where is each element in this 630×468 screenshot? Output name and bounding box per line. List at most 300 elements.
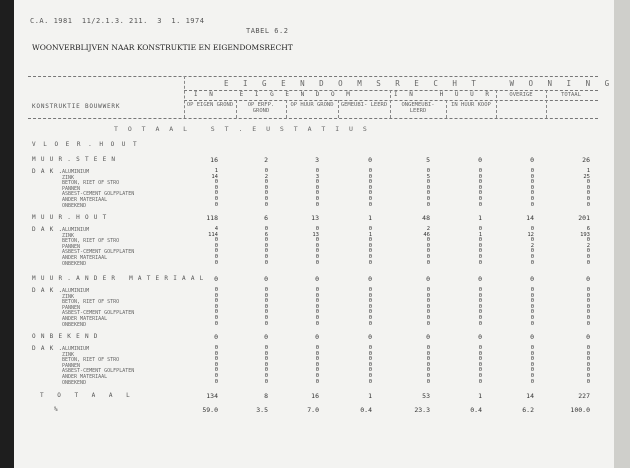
material-label: ONBEKEND [62, 260, 87, 267]
column-group-label: E I G E N D O M S R E C H T W O N I N G [224, 79, 615, 88]
group-total-cell: 0 [264, 275, 268, 283]
percent-cell: 6.2 [522, 406, 534, 414]
page-binding-shadow [0, 0, 14, 468]
detail-cell: 0 [426, 367, 430, 374]
total-cell: 8 [264, 392, 268, 400]
col-header-7: OVERIGE [509, 92, 533, 98]
detail-cell: 0 [478, 226, 482, 232]
detail-cell: 0 [426, 184, 430, 191]
detail-cell: 0 [368, 367, 372, 374]
detail-cell: 0 [264, 237, 268, 244]
material-label: ONBEKEND [62, 321, 87, 328]
detail-cell: 0 [264, 248, 268, 255]
detail-cell: 0 [586, 345, 590, 351]
percent-cell: 100.0 [570, 406, 590, 414]
detail-cell: 0 [214, 309, 218, 316]
header-vline [546, 90, 547, 118]
detail-cell: 0 [478, 345, 482, 351]
detail-cell: 0 [478, 292, 482, 299]
group-total-cell: 0 [368, 156, 372, 164]
detail-cell: 0 [426, 237, 430, 244]
detail-cell: 0 [315, 248, 319, 255]
detail-cell: 0 [264, 179, 268, 186]
scan-code: C.A. 1981 11/2.1.3. 211. 3 1. 1974 [30, 17, 205, 25]
detail-cell: 0 [264, 287, 268, 293]
detail-cell: 0 [426, 201, 430, 208]
material-label: ANDER MATERIAAL [62, 255, 108, 261]
detail-cell: 0 [368, 242, 372, 249]
detail-cell: 0 [315, 378, 319, 385]
table-id: TABEL 6.2 [246, 27, 289, 35]
detail-cell: 0 [478, 350, 482, 357]
header-rule-top [28, 76, 598, 77]
detail-cell: 0 [478, 173, 482, 180]
group-total-cell: 13 [311, 214, 319, 222]
detail-cell: 0 [368, 298, 372, 305]
subgroup-huur: I N H U U R [394, 91, 493, 98]
detail-cell: 0 [214, 259, 218, 266]
detail-cell: 3 [315, 173, 319, 180]
detail-cell: 0 [426, 356, 430, 363]
detail-cell: 0 [426, 287, 430, 293]
detail-cell: 0 [264, 303, 268, 310]
detail-cell: 0 [214, 287, 218, 293]
detail-cell: 1 [478, 231, 482, 238]
detail-cell: 0 [478, 184, 482, 191]
detail-cell: 0 [315, 254, 319, 260]
detail-cell: 0 [426, 196, 430, 202]
detail-cell: 0 [478, 254, 482, 260]
detail-cell: 0 [586, 292, 590, 299]
detail-cell: 0 [264, 320, 268, 327]
group-total-cell: 0 [368, 333, 372, 341]
detail-cell: 0 [478, 179, 482, 186]
detail-cell: 0 [214, 179, 218, 186]
detail-cell: 1 [586, 168, 590, 174]
detail-cell: 0 [478, 309, 482, 316]
material-label: ALUMINIUM [62, 169, 90, 175]
detail-cell: 0 [426, 373, 430, 379]
group-total-cell: 0 [478, 156, 482, 164]
col-header-4: GEMEUBI- LEERD [340, 102, 388, 108]
detail-cell: 12 [527, 231, 534, 238]
group-total-cell: 3 [315, 156, 319, 164]
header-vline [236, 100, 237, 118]
detail-cell: 0 [368, 320, 372, 327]
detail-cell: 0 [530, 350, 534, 357]
total-cell: 227 [578, 392, 590, 400]
detail-cell: 0 [315, 309, 319, 316]
detail-cell: 0 [264, 345, 268, 351]
material-label: PANNEN [62, 304, 81, 311]
detail-cell: 0 [426, 254, 430, 260]
detail-cell: 0 [478, 190, 482, 197]
group-total-cell: 0 [478, 333, 482, 341]
group-total-cell: 0 [426, 275, 430, 283]
group-total-cell: 118 [206, 214, 218, 222]
detail-cell: 0 [315, 320, 319, 327]
detail-cell: 0 [264, 168, 268, 174]
material-label: PANNEN [62, 185, 81, 192]
col-header-1: OP EIGEN GROND [186, 102, 234, 108]
detail-cell: 0 [530, 373, 534, 379]
detail-cell: 0 [586, 259, 590, 266]
detail-cell: 114 [208, 231, 218, 238]
document-page [14, 0, 614, 468]
header-vline [496, 90, 497, 118]
detail-cell: 0 [586, 254, 590, 260]
detail-cell: 0 [264, 196, 268, 202]
detail-cell: 0 [478, 242, 482, 249]
detail-cell: 0 [368, 361, 372, 368]
wall-label: M U U R . H O U T [32, 214, 108, 221]
detail-cell: 0 [368, 309, 372, 316]
detail-cell: 0 [315, 168, 319, 174]
group-total-cell: 14 [526, 214, 534, 222]
total-cell: 134 [206, 392, 218, 400]
detail-cell: 0 [530, 356, 534, 363]
detail-cell: 0 [214, 190, 218, 197]
detail-cell: 1 [214, 168, 218, 174]
detail-cell: 0 [214, 356, 218, 363]
detail-cell: 6 [264, 231, 268, 238]
detail-cell: 0 [368, 237, 372, 244]
material-label: PANNEN [62, 243, 81, 250]
group-total-cell: 16 [210, 156, 218, 164]
group-total-cell: 0 [214, 333, 218, 341]
detail-cell: 25 [583, 173, 590, 180]
detail-cell: 0 [586, 373, 590, 379]
detail-cell: 0 [426, 190, 430, 197]
detail-cell: 0 [530, 201, 534, 208]
detail-cell: 0 [586, 190, 590, 197]
total-cell: 14 [526, 392, 534, 400]
material-label: BETON, RIET OF STRO [62, 238, 120, 245]
detail-cell: 0 [586, 287, 590, 293]
group-total-cell: 0 [586, 275, 590, 283]
group-total-cell: 0 [214, 275, 218, 283]
material-label: ALUMINIUM [62, 288, 90, 294]
group-total-cell: 0 [426, 333, 430, 341]
group-total-cell: 0 [530, 275, 534, 283]
detail-cell: 0 [214, 367, 218, 374]
group-total-cell: 6 [264, 214, 268, 222]
material-label: ANDER MATERIAAL [62, 316, 108, 322]
group-total-cell: 1 [478, 214, 482, 222]
detail-cell: 0 [586, 367, 590, 374]
material-label: ZINK [62, 351, 75, 358]
detail-cell: 0 [426, 345, 430, 351]
group-total-cell: 48 [422, 214, 430, 222]
material-label: ALUMINIUM [62, 227, 90, 233]
detail-cell: 0 [530, 378, 534, 385]
detail-cell: 0 [315, 196, 319, 202]
detail-cell: 0 [530, 367, 534, 374]
detail-cell: 0 [368, 184, 372, 191]
detail-cell: 0 [368, 196, 372, 202]
header-vline [446, 100, 447, 118]
detail-cell: 0 [586, 201, 590, 208]
detail-cell: 0 [214, 237, 218, 244]
detail-cell: 0 [315, 259, 319, 266]
detail-cell: 0 [214, 320, 218, 327]
group-total-cell: 0 [478, 275, 482, 283]
detail-cell: 0 [214, 345, 218, 351]
total-row-label: T O T A A L [40, 392, 135, 399]
roof-label: D A K . [32, 168, 63, 175]
detail-cell: 0 [478, 196, 482, 202]
detail-cell: 0 [368, 179, 372, 186]
detail-cell: 0 [530, 303, 534, 310]
material-label: BETON, RIET OF STRO [62, 180, 120, 187]
detail-cell: 0 [530, 184, 534, 191]
detail-cell: 0 [478, 303, 482, 310]
total-cell: 1 [368, 392, 372, 400]
wall-label: M U U R . S T E E N [32, 156, 116, 163]
detail-cell: 5 [426, 173, 430, 180]
detail-cell: 0 [586, 248, 590, 255]
detail-cell: 0 [368, 350, 372, 357]
detail-cell: 0 [586, 356, 590, 363]
detail-cell: 0 [586, 237, 590, 244]
material-label: ZINK [62, 174, 75, 181]
material-label: ASBEST-CEMENT GOLFPLATEN [62, 310, 135, 317]
detail-cell: 193 [580, 231, 590, 238]
detail-cell: 0 [368, 201, 372, 208]
detail-cell: 0 [264, 184, 268, 191]
detail-cell: 0 [426, 361, 430, 368]
detail-cell: 0 [586, 350, 590, 357]
detail-cell: 4 [214, 226, 218, 232]
detail-cell: 0 [426, 292, 430, 299]
material-label: PANNEN [62, 362, 81, 369]
material-label: ONBEKEND [62, 202, 87, 209]
detail-cell: 0 [586, 315, 590, 321]
detail-cell: 0 [586, 184, 590, 191]
material-label: ALUMINIUM [62, 346, 90, 352]
detail-cell: 0 [426, 168, 430, 174]
detail-cell: 0 [530, 168, 534, 174]
percent-cell: 23.3 [414, 406, 430, 414]
detail-cell: 0 [368, 345, 372, 351]
detail-cell: 0 [264, 373, 268, 379]
detail-cell: 0 [530, 254, 534, 260]
detail-cell: 0 [264, 226, 268, 232]
detail-cell: 0 [426, 315, 430, 321]
detail-cell: 0 [586, 179, 590, 186]
detail-cell: 0 [264, 315, 268, 321]
percent-row-label: % [54, 406, 59, 413]
col-header-6: IN HUUR KOOP [451, 102, 491, 108]
percent-cell: 0.4 [360, 406, 372, 414]
col-header-3: OP HUUR GROND [290, 102, 334, 108]
detail-cell: 0 [214, 298, 218, 305]
detail-cell: 0 [478, 315, 482, 321]
detail-cell: 0 [214, 373, 218, 379]
wall-label: M U U R . A N D E R M A T E R I A A L [32, 275, 205, 282]
detail-cell: 0 [478, 298, 482, 305]
detail-cell: 0 [315, 201, 319, 208]
detail-cell: 2 [586, 242, 590, 249]
detail-cell: 0 [530, 315, 534, 321]
detail-cell: 0 [264, 190, 268, 197]
detail-cell: 0 [264, 298, 268, 305]
total-cell: 53 [422, 392, 430, 400]
detail-cell: 0 [264, 350, 268, 357]
detail-cell: 0 [478, 320, 482, 327]
detail-cell: 0 [530, 248, 534, 255]
detail-cell: 0 [214, 378, 218, 385]
detail-cell: 0 [426, 259, 430, 266]
detail-cell: 1 [368, 231, 372, 238]
detail-cell: 2 [530, 242, 534, 249]
detail-cell: 14 [211, 173, 218, 180]
page-edge [614, 0, 630, 468]
percent-cell: 59.0 [202, 406, 218, 414]
detail-cell: 0 [368, 378, 372, 385]
wall-label: O N B E K E N D [32, 333, 99, 340]
detail-cell: 0 [264, 242, 268, 249]
detail-cell: 0 [214, 184, 218, 191]
detail-cell: 0 [368, 168, 372, 174]
percent-cell: 3.5 [256, 406, 268, 414]
detail-cell: 0 [530, 226, 534, 232]
detail-cell: 0 [530, 237, 534, 244]
detail-cell: 0 [586, 361, 590, 368]
header-vline [390, 90, 391, 118]
detail-cell: 0 [368, 356, 372, 363]
header-rule-bottom [28, 118, 598, 119]
detail-cell: 0 [586, 303, 590, 310]
detail-cell: 0 [214, 350, 218, 357]
detail-cell: 13 [312, 231, 319, 238]
detail-cell: 0 [315, 367, 319, 374]
detail-cell: 2 [426, 226, 430, 232]
detail-cell: 0 [368, 173, 372, 180]
detail-cell: 0 [368, 259, 372, 266]
group-total-cell: 5 [426, 156, 430, 164]
table-title: WOONVERBLIJVEN NAAR KONSTRUKTIE EN EIGENDOMSRECHT [32, 43, 293, 52]
detail-cell: 0 [478, 356, 482, 363]
detail-cell: 46 [423, 231, 430, 238]
detail-cell: 0 [214, 361, 218, 368]
detail-cell: 0 [368, 315, 372, 321]
section-title: T O T A A L S T . E U S T A T I U S [114, 125, 370, 133]
detail-cell: 0 [315, 292, 319, 299]
detail-cell: 0 [214, 201, 218, 208]
detail-cell: 0 [214, 315, 218, 321]
group-total-cell: 201 [578, 214, 590, 222]
detail-cell: 0 [586, 298, 590, 305]
detail-cell: 0 [530, 179, 534, 186]
detail-cell: 0 [368, 190, 372, 197]
material-label: ZINK [62, 232, 75, 239]
subgroup-koop: I N E I G E N D O M [194, 91, 354, 98]
group-total-cell: 0 [530, 333, 534, 341]
material-label: ASBEST-CEMENT GOLFPLATEN [62, 191, 135, 198]
detail-cell: 0 [478, 248, 482, 255]
group-total-cell: 0 [586, 333, 590, 341]
detail-cell: 0 [368, 248, 372, 255]
group-total-cell: 0 [315, 275, 319, 283]
detail-cell: 0 [426, 248, 430, 255]
detail-cell: 0 [264, 254, 268, 260]
group-total-cell: 0 [315, 333, 319, 341]
material-label: BETON, RIET OF STRO [62, 299, 120, 306]
material-label: ZINK [62, 293, 75, 300]
detail-cell: 0 [214, 303, 218, 310]
detail-cell: 0 [530, 173, 534, 180]
detail-cell: 0 [478, 287, 482, 293]
total-cell: 1 [478, 392, 482, 400]
material-label: ASBEST-CEMENT GOLFPLATEN [62, 249, 135, 256]
detail-cell: 0 [426, 309, 430, 316]
percent-cell: 7.0 [307, 406, 319, 414]
header-rule-sub [184, 100, 598, 101]
detail-cell: 0 [214, 254, 218, 260]
material-label: ANDER MATERIAAL [62, 374, 108, 380]
detail-cell: 0 [368, 254, 372, 260]
detail-cell: 0 [368, 373, 372, 379]
detail-cell: 0 [478, 361, 482, 368]
group-total-cell: 0 [264, 333, 268, 341]
detail-cell: 0 [264, 361, 268, 368]
detail-cell: 0 [315, 345, 319, 351]
material-label: ONBEKEND [62, 379, 87, 386]
detail-cell: 0 [368, 292, 372, 299]
percent-cell: 0.4 [470, 406, 482, 414]
detail-cell: 0 [478, 378, 482, 385]
detail-cell: 0 [478, 168, 482, 174]
col-header-8: TOTAAL [561, 92, 581, 98]
detail-cell: 0 [368, 303, 372, 310]
detail-cell: 0 [315, 179, 319, 186]
detail-cell: 0 [530, 361, 534, 368]
material-label: BETON, RIET OF STRO [62, 357, 120, 364]
row-header: KONSTRUKTIE BOUWWERK [32, 103, 121, 110]
detail-cell: 0 [264, 356, 268, 363]
detail-cell: 2 [264, 173, 268, 180]
detail-cell: 0 [530, 345, 534, 351]
detail-cell: 0 [426, 298, 430, 305]
detail-cell: 0 [214, 248, 218, 255]
detail-cell: 0 [315, 373, 319, 379]
detail-cell: 0 [478, 367, 482, 374]
detail-cell: 0 [264, 201, 268, 208]
detail-cell: 0 [315, 287, 319, 293]
detail-cell: 0 [264, 292, 268, 299]
group-total-cell: 0 [368, 275, 372, 283]
detail-cell: 0 [214, 196, 218, 202]
detail-cell: 0 [530, 287, 534, 293]
detail-cell: 0 [264, 367, 268, 374]
detail-cell: 0 [315, 350, 319, 357]
detail-cell: 0 [586, 378, 590, 385]
detail-cell: 0 [315, 237, 319, 244]
detail-cell: 0 [586, 320, 590, 327]
total-cell: 16 [311, 392, 319, 400]
detail-cell: 0 [315, 190, 319, 197]
detail-cell: 0 [426, 320, 430, 327]
detail-cell: 0 [530, 320, 534, 327]
header-vline [184, 76, 185, 118]
detail-cell: 0 [478, 201, 482, 208]
detail-cell: 0 [426, 378, 430, 385]
detail-cell: 0 [530, 190, 534, 197]
group-total-cell: 26 [582, 156, 590, 164]
group-total-cell: 1 [368, 214, 372, 222]
detail-cell: 0 [315, 184, 319, 191]
